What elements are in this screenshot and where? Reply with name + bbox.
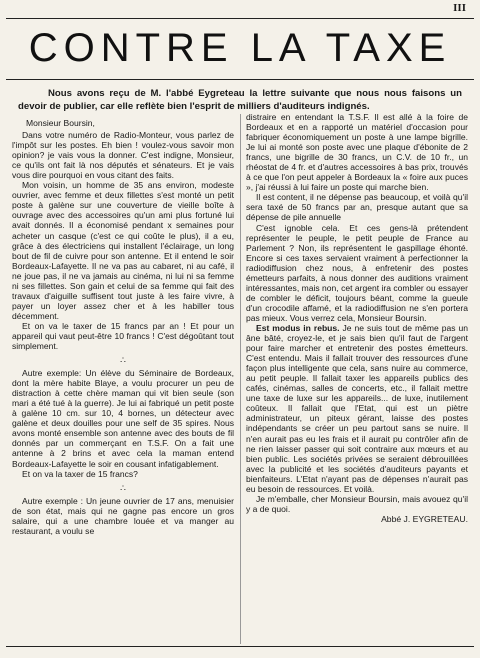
section-separator: ∴ (120, 355, 126, 366)
signature: Abbé J. EYGRETEAU. (381, 513, 468, 524)
paragraph (246, 323, 468, 494)
intro-text: Nous avons reçu de M. l'abbé Eygreteau la lettre suivante que nous nous faisons un devoir de publier, car elle reflète bien l'esprit de milliers d'auditeurs indignés. (18, 88, 462, 112)
article-title: CONTRE LA TAXE (28, 26, 452, 70)
paragraph-text: Je ne suis tout de même pas un âne bâté, croyez-le, et je sais bien qu'il faut de l'argent pour faire marcher et entretenir des postes émetteurs. C'est entendu. Mais il fallait trouver des ressources d'une façon plus intelligente que cela, sans nuire au commerce, au petit peuple. Il fallait taxer les appareils publics des cafés, cinémas, salles de concerts, etc., il fallait mettre une taxe de luxe sur les appareils... de luxe, inutilement coûteux. Il fallait que l'Etat, qui est un piètre administrateur, un piteux gérant, laisse des postes indépendants se créer un peu partout sans se nuire. Il n'en aurait pas eu les frais et il aurait pu contrôler afin de ne rien laisser passer qui soit contraire aux mœurs et au bien public. Les sociétés privées se seraient débrouillées avec la publicité et les sociétés d'auditeurs payants et bienfaiteurs. L'Etat n'ayant pas de dépenses n'aurait pas eu besoin de ressources. Et voilà. (246, 322, 469, 494)
paragraph: Mon voisin, un homme de 35 ans environ, modeste ouvrier, avec femme et deux fillettes s'est monté un petit poste à galène sur une couverture de vieille boîte à ouvrage avec des accessoires qu'un ami plus fortuné lui avait donnés. Il a économisé pendant x semaines pour acheter un casque (c'est ce qui coûte le plus), il a eu, grâce à des électriciens qui installent l'éclairage, un long bout de fil de cuivre pour son antenne. Et il entend le soir Bordeaux-Lafayette. Il ne va pas au cabaret, ni au café, il ne joue pas, il ne va jamais au cinéma, ni lui ni sa femme ni ses fillettes. Son gain et celui de sa femme qui fait des travaux d'aiguille suffisent tout juste à les faire vivre, à payer un loyer assez cher et à les habiller tous décemment. (12, 180, 234, 321)
top-rule (6, 18, 474, 19)
paragraph: Autre exemple: Un élève du Séminaire de Bordeaux, dont la mère habite Blaye, a voulu procurer un peu de distraction à cette chère maman qui vit bien seule (son mari a été tué à la guerre). Je lui ai fabriqué un petit poste à galène 10 cm. sur 10, 4 bornes, un détecteur avec galène et deux douilles pour une self de 35 spires. Nous avons monté ensemble son antenne avec des bouts de fil donnés par un commerçant en T.S.F. On a fait une antenne à 2 brins et avec cela la maman entend Bordeaux-Lafayette le soir en cousant infatigablement. (12, 368, 234, 469)
title-rule (6, 79, 474, 80)
paragraph: C'est ignoble cela. Et ces gens-là prétendent représenter le peuple, le petit peuple de France au Parlement ? Non, ils représentent le gaspillage éhonté. Encore si ces taxes servaient vraiment à perfectionner la radiodiffusion chez nous, à enfretenir des postes émetteurs parfaits, à nous donner des auditions vraiment intéressantes, mais non, cet argent ira combler ou essayer de combler le déficit, toujours béant, comme la gueule d'un crocodile affamé, et la radiodiffusion ne s'en portera pas mieux. Vous verrez cela, Monsieur Boursin. (246, 222, 468, 323)
paragraph: Je m'emballe, cher Monsieur Boursin, mais avouez qu'il y a de quoi. (246, 493, 468, 514)
section-separator: ∴ (120, 482, 126, 493)
paragraph: Il est content, il ne dépense pas beaucoup, et voilà qu'il sera taxé de 50 francs par an, presque autant que sa dépense de pile annuelle (246, 192, 468, 223)
page-number: III (453, 2, 466, 14)
latin-phrase: Est modus in rebus. (256, 322, 340, 333)
intro-paragraph (18, 88, 462, 113)
paragraph: Autre exemple : Un jeune ouvrier de 17 ans, menuisier de son état, mais qui ne gagne pas encore un gros salaire, qui a une chambre louée et va manger au restaurant, a voulu se (12, 495, 234, 536)
right-column (246, 112, 468, 524)
paragraph: Dans votre numéro de Radio-Monteur, vous parlez de l'impôt sur les postes. Eh bien ! voulez-vous savoir mon opinion? je vais vous la donner. C'est indigne, Monsieur, ce qu'ils ont fait là nos députés et sénateurs. Et je vais vous dire pourquoi en vous citant des faits. (12, 130, 234, 181)
bottom-rule (6, 646, 474, 647)
column-divider (240, 114, 241, 644)
salutation: Monsieur Boursin, (26, 118, 95, 128)
paragraph: distraire en entendant la T.S.F. Il est allé à la foire de Bordeaux et en a rapporté un matériel d'occasion pour fabriquer économiquement un poste à une lampe bigrille. Je lui ai monté son poste avec une plaque d'ébonite de 2 francs, une bigrille de 30 francs, un C.V. de 10 fr., un rhéostat de 4 fr. et d'autres accessoires à bas prix, trouvés à ce que l'on peut appeler à Bordeaux la « foire aux puces », j'ai réussi à lui faire un poste qui marche bien. (246, 112, 468, 193)
paragraph: Et on va le taxer de 15 francs par an ! Et pour un appareil qui vaut peut-être 10 francs ! C'est dégoûtant tout simplement. (12, 320, 234, 352)
paragraph: Et on va la taxer de 15 francs? (22, 468, 138, 479)
left-column (12, 118, 234, 536)
